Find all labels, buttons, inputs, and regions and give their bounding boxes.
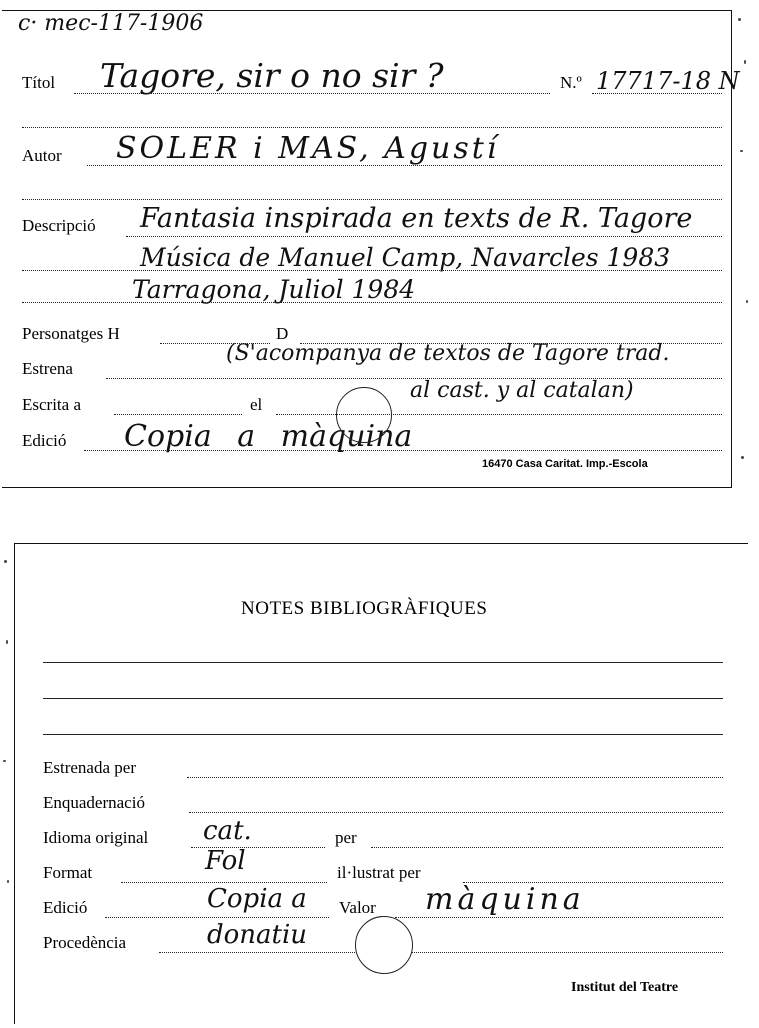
estrenada-line <box>187 777 723 778</box>
escrita-el-label: el <box>250 395 263 414</box>
valor-value: màquina <box>425 882 585 917</box>
printer-imprint: 16470 Casa Caritat. Imp.-Escola <box>482 458 648 470</box>
autor-extra-line <box>22 199 722 200</box>
escrita-a-line <box>114 414 242 415</box>
format-label: Format <box>43 863 93 882</box>
titol-label: Títol <box>22 73 56 92</box>
notes-line-1 <box>43 662 723 663</box>
scan-speck <box>6 640 8 644</box>
escrita-label: Escrita a <box>22 395 81 414</box>
procedencia-label: Procedència <box>43 933 127 952</box>
estrena-text-1: (S'acompanya de textos de Tagore trad. <box>226 341 670 366</box>
valor-line <box>395 917 723 918</box>
catalog-card-back <box>14 543 748 1024</box>
enquadernacio-line <box>189 812 723 813</box>
personatges-label: Personatges H <box>22 324 120 343</box>
descripcio-label: Descripció <box>22 216 96 235</box>
numero-value: 17717-18 N <box>596 67 740 95</box>
valor-label: Valor <box>339 898 376 917</box>
format-value: Fol <box>205 846 246 876</box>
idioma-label: Idioma original <box>43 828 149 847</box>
idioma-value: cat. <box>203 816 252 846</box>
scan-speck <box>738 18 741 21</box>
idioma-per-line <box>371 847 723 848</box>
header-note: c· mec-117-1906 <box>18 11 204 36</box>
scan-speck <box>746 300 748 303</box>
enquadernacio-label: Enquadernació <box>43 793 145 812</box>
titol-value: Tagore, sir o no sir ? <box>100 56 444 95</box>
format-il-label: il·lustrat per <box>337 863 421 882</box>
titol-extra-line <box>22 127 722 128</box>
notes-line-2 <box>43 698 723 699</box>
institution-stamp: Institut del Teatre <box>571 980 679 995</box>
scan-speck <box>740 150 743 152</box>
autor-label: Autor <box>22 146 62 165</box>
estrenada-label: Estrenada per <box>43 758 136 777</box>
format-line <box>121 882 327 883</box>
procedencia-line <box>159 952 723 953</box>
estrena-text-2: al cast. y al catalan) <box>410 378 634 403</box>
notes-line-3 <box>43 734 723 735</box>
idioma-per-label: per <box>335 828 357 847</box>
scan-speck <box>741 456 744 459</box>
back-edicio-line <box>105 917 329 918</box>
punch-hole <box>336 387 392 443</box>
scan-speck <box>7 880 9 883</box>
punch-hole <box>355 916 413 974</box>
scan-speck <box>4 560 7 563</box>
descripcio-text-3: Tarragona, Juliol 1984 <box>132 275 416 304</box>
estrena-label: Estrena <box>22 359 73 378</box>
numero-label: N.º <box>560 73 582 92</box>
back-edicio-value: Copia a <box>207 884 307 914</box>
edicio-value: Copia a màquina <box>124 419 413 454</box>
autor-value: SOLER i MAS, Agustí <box>116 131 500 166</box>
edicio-label: Edició <box>22 431 67 450</box>
descripcio-text-2: Música de Manuel Camp, Navarcles 1983 <box>140 243 671 272</box>
scan-speck <box>744 60 746 64</box>
descripcio-text-1: Fantasia inspirada en texts de R. Tagore <box>140 203 693 234</box>
scan-speck <box>3 760 6 762</box>
personatges-d-label: D <box>276 324 289 343</box>
descripcio-line-1 <box>126 236 722 237</box>
procedencia-value: donatiu <box>207 920 308 950</box>
notes-title: NOTES BIBLIOGRÀFIQUES <box>241 598 488 619</box>
catalog-card-front <box>2 10 740 488</box>
back-edicio-label: Edició <box>43 898 88 917</box>
